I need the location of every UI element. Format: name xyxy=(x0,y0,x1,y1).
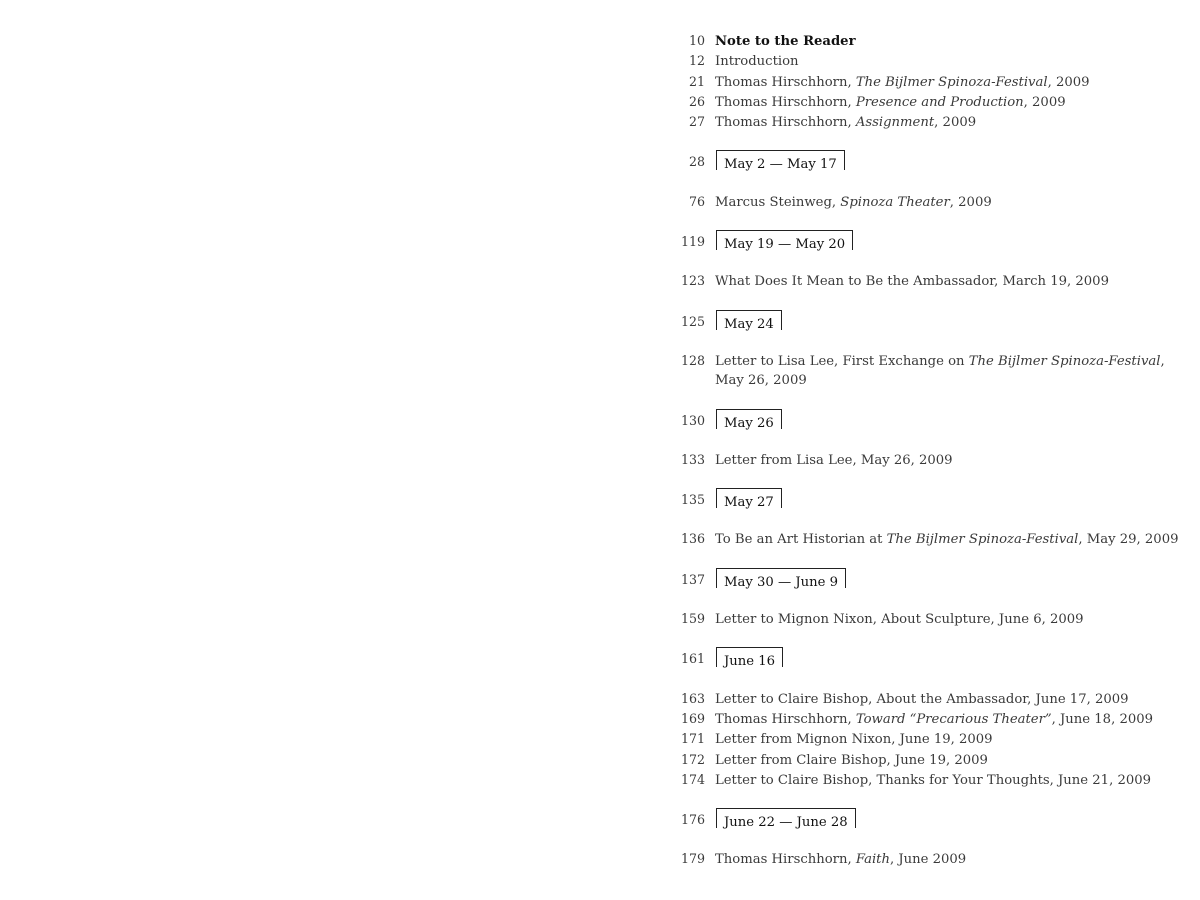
toc-entry-row xyxy=(672,31,1172,51)
title-italic-part: Toward “Precarious Theater” xyxy=(855,711,1052,727)
toc-section-label xyxy=(715,648,1172,669)
toc-entry-row xyxy=(672,192,1172,212)
section-tab-label xyxy=(724,575,838,590)
toc-entry-row xyxy=(672,72,1172,92)
title-italic-part: Presence and Production xyxy=(855,94,1024,110)
toc-page-number: 171 xyxy=(680,731,705,747)
title-part: May 24 xyxy=(724,316,774,332)
toc-section-label xyxy=(715,809,1172,830)
toc-entry-title xyxy=(715,193,1172,212)
toc-entry-title xyxy=(715,73,1172,92)
toc-entry-title xyxy=(715,751,1172,770)
toc-page-number: 159 xyxy=(680,611,705,627)
toc-page-number: 169 xyxy=(680,710,705,726)
section-tab xyxy=(716,488,782,511)
title-part: Marcus Steinweg, xyxy=(715,194,841,210)
toc-page-number: 176 xyxy=(680,812,705,828)
title-part: Introduction xyxy=(715,54,799,70)
toc-page-number: 123 xyxy=(680,273,705,289)
toc-page-number: 179 xyxy=(680,851,705,867)
title-part: Letter from Lisa Lee, May 26, 2009 xyxy=(715,452,953,468)
section-tab-label xyxy=(724,157,837,172)
title-part: , May 26, 2009 xyxy=(715,353,1165,389)
toc-entry-title xyxy=(715,451,1172,470)
title-part: May 30 — June 9 xyxy=(724,574,839,590)
title-part: Letter to Lisa Lee, First Exchange on xyxy=(715,353,969,369)
title-part: May 19 — May 20 xyxy=(724,237,846,253)
toc-entry-row xyxy=(672,770,1172,790)
section-tab xyxy=(716,647,783,670)
toc-page-number: 119 xyxy=(680,234,705,250)
title-part: Letter from Mignon Nixon, June 19, 2009 xyxy=(715,732,993,748)
toc-entry-row xyxy=(672,849,1172,869)
toc-section-label xyxy=(715,151,1172,172)
toc-entry-row xyxy=(672,351,1172,391)
section-tab xyxy=(716,568,846,588)
title-part: Thomas Hirschhorn, xyxy=(715,74,856,90)
toc-page-number: 137 xyxy=(680,571,705,587)
toc-entry-row xyxy=(672,92,1172,112)
toc-section-label xyxy=(715,410,1172,431)
title-part: Thomas Hirschhorn, xyxy=(715,94,856,110)
title-part: , 2009 xyxy=(949,194,992,210)
title-italic-part: Assignment xyxy=(855,115,935,131)
toc-page-number: 125 xyxy=(680,313,705,329)
toc-entry-title xyxy=(715,730,1172,749)
toc-section-row xyxy=(672,569,1172,590)
toc-page-number: 135 xyxy=(680,492,705,508)
toc-entry-title xyxy=(715,771,1172,790)
section-tab-label xyxy=(724,237,845,252)
toc-page-number: 136 xyxy=(680,531,705,547)
title-part: What Does It Mean to Be the Ambassador, March 19, 2009 xyxy=(715,274,1109,290)
toc-entry-row xyxy=(672,51,1172,71)
toc-page-number: 28 xyxy=(688,154,705,170)
title-part: May 26 xyxy=(724,415,774,431)
title-italic-part: The Bijlmer Spinoza-Festival xyxy=(855,74,1048,90)
toc-section-label xyxy=(715,489,1172,510)
section-tab xyxy=(716,230,853,253)
toc-entry-title xyxy=(715,272,1172,291)
toc-section-row xyxy=(672,231,1172,252)
title-part: , June 18, 2009 xyxy=(1051,711,1154,727)
toc-entry-title xyxy=(715,93,1172,112)
toc-page-number: 133 xyxy=(680,451,705,467)
toc-section-row xyxy=(672,489,1172,510)
title-part: , 2009 xyxy=(934,115,977,131)
section-tab xyxy=(716,808,856,831)
title-part: May 2 — May 17 xyxy=(724,157,837,173)
section-tab-label xyxy=(724,815,848,830)
toc-page-number: 163 xyxy=(680,690,705,706)
toc-page-number: 76 xyxy=(688,193,705,209)
title-part: Letter to Mignon Nixon, About Sculpture, June 6, 2009 xyxy=(715,612,1084,628)
toc-page-number: 10 xyxy=(688,33,705,48)
toc-entry-row xyxy=(672,450,1172,470)
toc-section-row xyxy=(672,410,1172,431)
toc-section-row xyxy=(672,311,1172,332)
toc-entry-title xyxy=(715,710,1172,729)
toc-page-number: 130 xyxy=(680,412,705,428)
toc-entry-title xyxy=(715,352,1172,391)
title-part: June 22 — June 28 xyxy=(724,815,848,831)
toc-entry-row xyxy=(672,709,1172,729)
title-part: Thomas Hirschhorn, xyxy=(715,852,856,868)
toc-entry-row xyxy=(672,750,1172,770)
title-part: , May 29, 2009 xyxy=(1078,532,1179,548)
toc-section-row xyxy=(672,648,1172,669)
title-part: Letter from Claire Bishop, June 19, 2009 xyxy=(715,752,988,768)
title-italic-part: The Bijlmer Spinoza-Festival xyxy=(968,353,1161,369)
toc-entry-row xyxy=(672,529,1179,549)
title-part: Letter to Claire Bishop, Thanks for Your Thoughts, June 21, 2009 xyxy=(715,772,1152,788)
title-part: To Be an Art Historian at xyxy=(715,532,887,548)
toc-page-number: 27 xyxy=(688,114,705,130)
section-tab xyxy=(716,409,782,429)
toc-page-number: 21 xyxy=(688,73,705,89)
toc-entry-row xyxy=(672,271,1172,291)
toc-page-number: 174 xyxy=(680,771,705,787)
toc-entry-title xyxy=(715,52,1172,71)
title-part: , June 2009 xyxy=(889,852,967,868)
toc-entry-row xyxy=(672,609,1172,629)
toc-page-number: 12 xyxy=(688,53,705,69)
title-italic-part: Spinoza Theater xyxy=(840,194,950,210)
section-tab xyxy=(716,310,782,330)
toc-page-number: 161 xyxy=(680,651,705,667)
title-italic-part: Faith xyxy=(855,852,890,868)
table-of-contents xyxy=(672,31,1179,870)
toc-entry-title xyxy=(715,690,1172,709)
toc-section-row xyxy=(672,151,1172,172)
title-part: Thomas Hirschhorn, xyxy=(715,115,856,131)
section-tab-label xyxy=(724,654,775,669)
toc-entry-title xyxy=(715,530,1178,549)
section-tab xyxy=(716,150,845,173)
toc-entry-title xyxy=(715,610,1172,629)
title-italic-part: The Bijlmer Spinoza-Festival xyxy=(886,532,1079,548)
toc-entry-row xyxy=(672,689,1172,709)
toc-page-number: 128 xyxy=(680,352,705,368)
title-part: , 2009 xyxy=(1023,94,1066,110)
section-tab-label xyxy=(724,495,774,510)
title-part: Thomas Hirschhorn, xyxy=(715,711,856,727)
title-part: June 16 xyxy=(724,654,776,670)
title-part: Note to the Reader xyxy=(715,34,856,49)
title-part: Letter to Claire Bishop, About the Ambassador, June 17, 2009 xyxy=(715,691,1129,707)
toc-entry-title xyxy=(715,850,1172,869)
toc-page-number: 26 xyxy=(688,93,705,109)
toc-section-row xyxy=(672,809,1172,830)
toc-section-label xyxy=(715,569,1172,590)
toc-entry-row xyxy=(672,729,1172,749)
section-tab-label xyxy=(724,416,774,431)
toc-entry-title xyxy=(715,113,1172,132)
section-tab-label xyxy=(724,317,774,332)
toc-section-label xyxy=(715,231,1172,252)
toc-entry-title xyxy=(715,32,1172,51)
title-part: May 27 xyxy=(724,495,774,511)
toc-entry-row xyxy=(672,112,1172,132)
toc-section-label xyxy=(715,311,1172,332)
title-part: , 2009 xyxy=(1047,74,1090,90)
toc-page-number: 172 xyxy=(680,751,705,767)
